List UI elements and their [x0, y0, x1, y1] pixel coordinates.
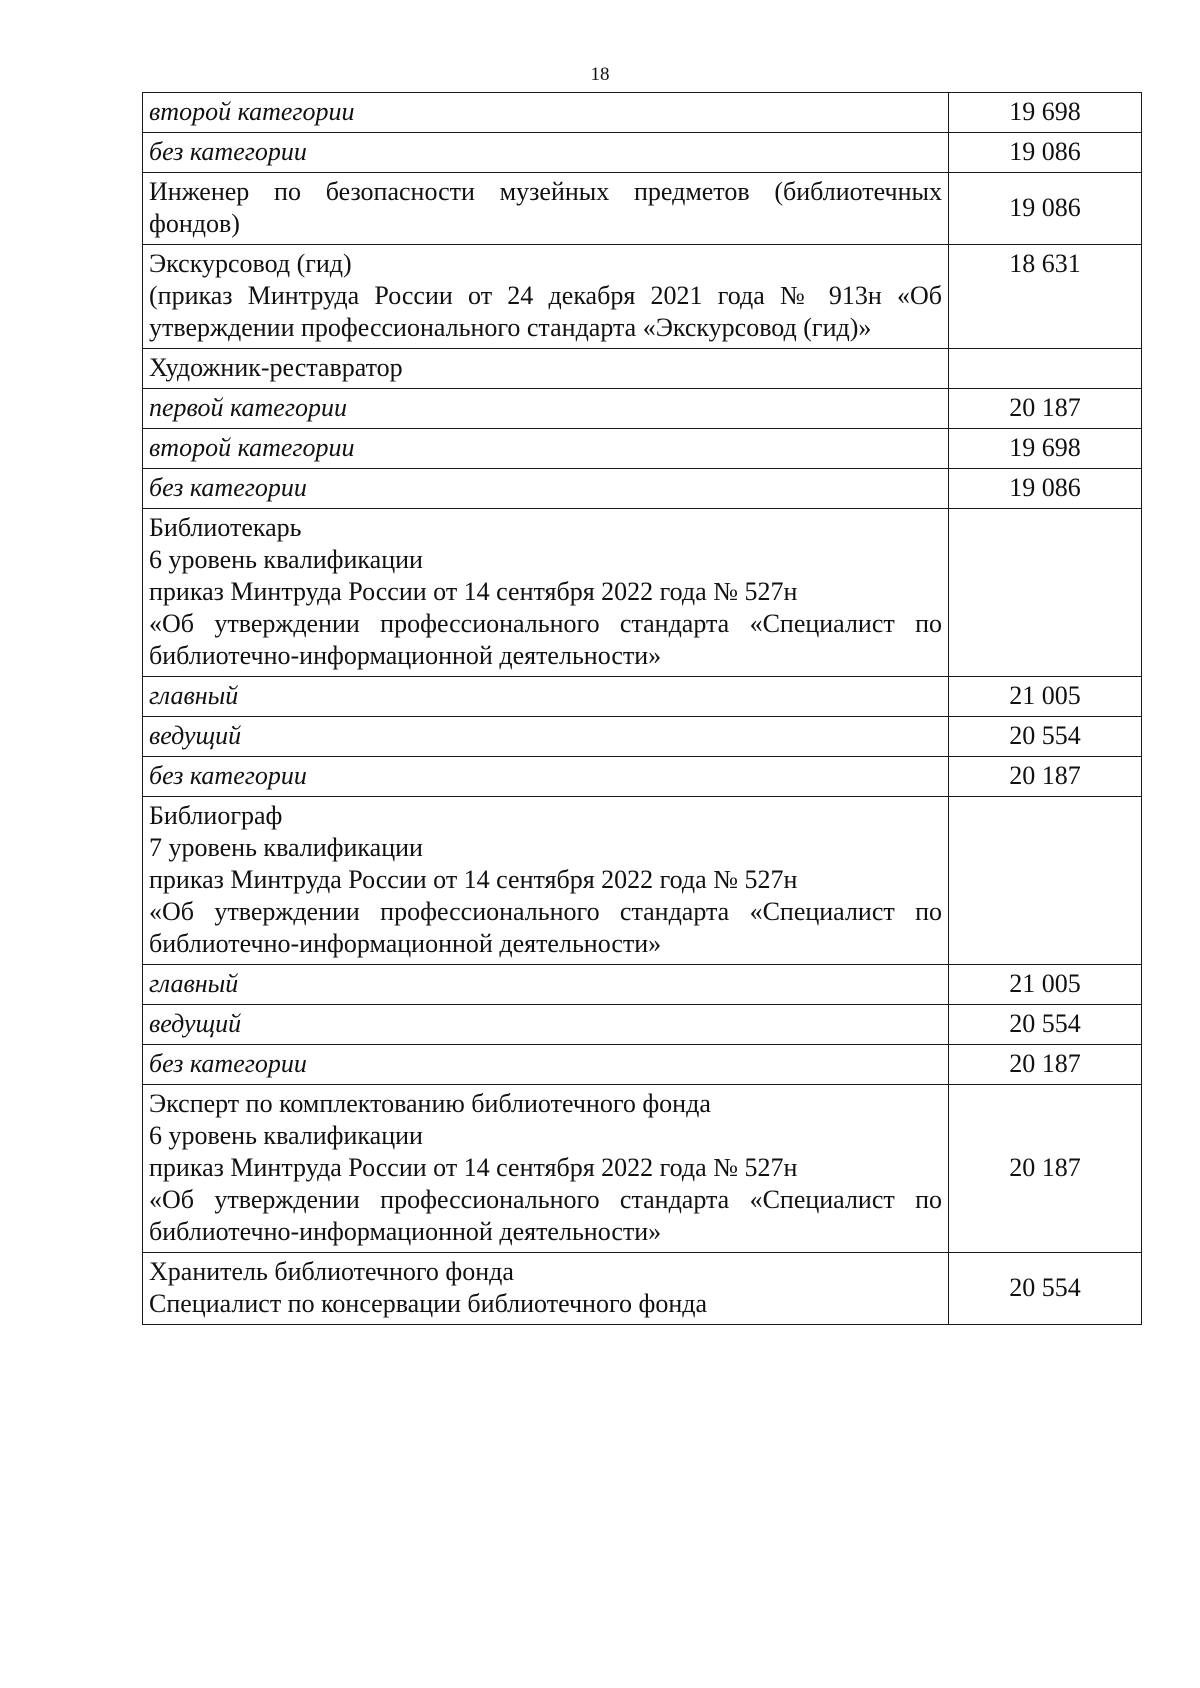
position-name-cell — [143, 717, 949, 757]
position-name-line: Экскурсовод (гид) — [149, 249, 352, 278]
table-row — [143, 93, 1142, 133]
salary-value-cell: 19 086 — [949, 469, 1142, 509]
position-name-cell — [143, 429, 949, 469]
position-name-line: 6 уровень квалификации — [149, 1121, 423, 1150]
salary-value-cell: 20 187 — [949, 389, 1142, 429]
salary-value-cell: 19 698 — [949, 429, 1142, 469]
position-name-line: (приказ Минтруда России от 24 декабря 2021 года № 913н «Об утверждении профессионального стандарта «Экскурсовод (гид)» — [149, 281, 942, 342]
position-name-cell — [143, 389, 949, 429]
table-row — [143, 469, 1142, 509]
table-row — [143, 389, 1142, 429]
table-row — [143, 717, 1142, 757]
position-name-line: второй категории — [149, 97, 355, 126]
position-name-line: Библиограф — [149, 801, 283, 830]
table-row — [143, 1085, 1142, 1253]
table-row — [143, 757, 1142, 797]
position-name-cell — [143, 245, 949, 349]
table-row — [143, 173, 1142, 245]
position-name-cell — [143, 93, 949, 133]
position-name-line: ведущий — [149, 721, 242, 750]
table-row — [143, 245, 1142, 349]
position-name-line: приказ Минтруда России от 14 сентября 2022 года № 527н — [149, 577, 798, 606]
salary-value-cell: 21 005 — [949, 677, 1142, 717]
position-name-line: главный — [149, 969, 239, 998]
position-name-cell — [143, 133, 949, 173]
position-name-cell — [143, 1253, 949, 1325]
salary-value-cell — [949, 509, 1142, 677]
position-name-line: приказ Минтруда России от 14 сентября 2022 года № 527н — [149, 1153, 798, 1182]
position-name-line: Хранитель библиотечного фонда — [149, 1257, 514, 1286]
table-row — [143, 1045, 1142, 1085]
salary-value-cell: 20 187 — [949, 1085, 1142, 1253]
position-name-line: первой категории — [149, 393, 347, 422]
position-name-cell — [143, 797, 949, 965]
table-row — [143, 677, 1142, 717]
salary-value-cell: 20 554 — [949, 1005, 1142, 1045]
table-row — [143, 1253, 1142, 1325]
position-name-line: «Об утверждении профессионального стандарта «Специалист по библиотечно-информационной деятельности» — [149, 609, 942, 670]
position-name-cell — [143, 757, 949, 797]
salary-value-cell: 21 005 — [949, 965, 1142, 1005]
position-name-cell — [143, 349, 949, 389]
position-name-cell — [143, 509, 949, 677]
table-row — [143, 965, 1142, 1005]
position-name-line: приказ Минтруда России от 14 сентября 2022 года № 527н — [149, 865, 798, 894]
position-name-cell — [143, 173, 949, 245]
position-name-cell — [143, 1045, 949, 1085]
salary-value-cell: 19 698 — [949, 93, 1142, 133]
salary-value-cell: 20 187 — [949, 1045, 1142, 1085]
position-name-line: без категории — [149, 761, 307, 790]
position-name-cell — [143, 469, 949, 509]
position-name-line: Специалист по консервации библиотечного фонда — [149, 1289, 707, 1318]
position-name-line: Художник-реставратор — [149, 353, 403, 382]
position-name-line: второй категории — [149, 433, 355, 462]
position-name-line: «Об утверждении профессионального стандарта «Специалист по библиотечно-информационной деятельности» — [149, 1185, 942, 1246]
salary-value-cell: 19 086 — [949, 133, 1142, 173]
position-name-line: без категории — [149, 473, 307, 502]
table-row — [143, 133, 1142, 173]
salary-value-cell: 20 554 — [949, 1253, 1142, 1325]
salary-value-cell — [949, 349, 1142, 389]
salary-value-cell — [949, 797, 1142, 965]
salary-table — [142, 92, 1142, 1325]
position-name-cell — [143, 677, 949, 717]
salary-value-cell: 18 631 — [949, 245, 1142, 349]
position-name-cell — [143, 1005, 949, 1045]
table-row — [143, 797, 1142, 965]
position-name-line: главный — [149, 681, 239, 710]
position-name-cell — [143, 1085, 949, 1253]
table-row — [143, 349, 1142, 389]
position-name-line: «Об утверждении профессионального стандарта «Специалист по библиотечно-информационной деятельности» — [149, 897, 942, 958]
position-name-line: Библиотекарь — [149, 513, 302, 542]
salary-value-cell: 20 554 — [949, 717, 1142, 757]
position-name-line: 7 уровень квалификации — [149, 833, 423, 862]
page-number: 18 — [590, 64, 610, 85]
table-row — [143, 429, 1142, 469]
position-name-line: без категории — [149, 1049, 307, 1078]
position-name-line: Эксперт по комплектованию библиотечного фонда — [149, 1089, 711, 1118]
position-name-line: без категории — [149, 137, 307, 166]
salary-value-cell: 20 187 — [949, 757, 1142, 797]
table-row — [143, 509, 1142, 677]
salary-table-body — [143, 93, 1142, 1325]
salary-value-cell: 19 086 — [949, 173, 1142, 245]
position-name-line: Инженер по безопасности музейных предметов (библиотечных фондов) — [149, 177, 942, 238]
position-name-line: ведущий — [149, 1009, 242, 1038]
position-name-cell — [143, 965, 949, 1005]
position-name-line: 6 уровень квалификации — [149, 545, 423, 574]
table-row — [143, 1005, 1142, 1045]
